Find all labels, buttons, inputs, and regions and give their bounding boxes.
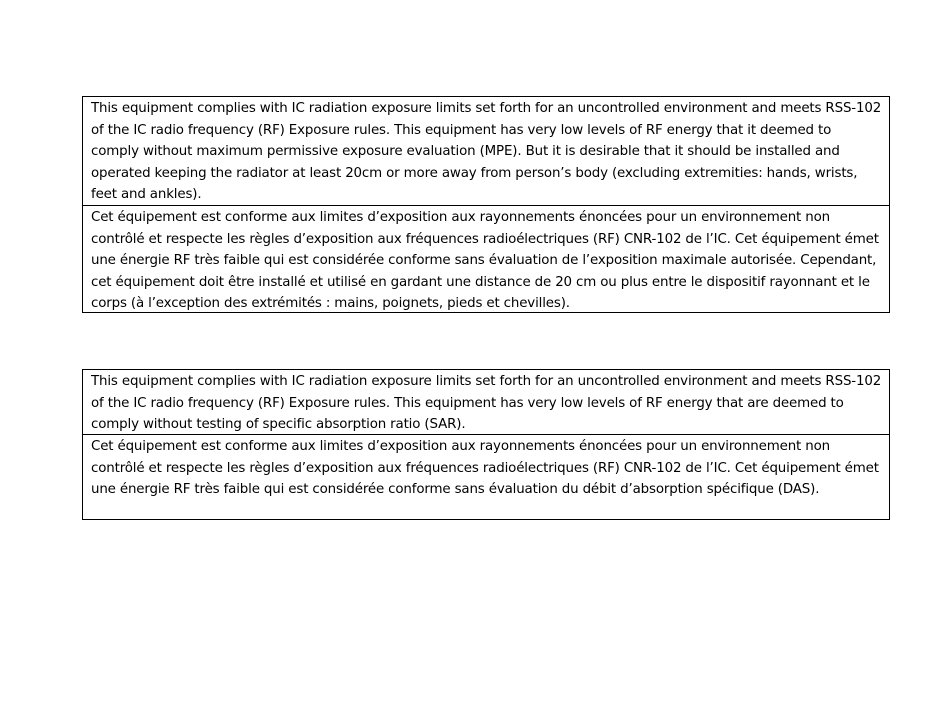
sar-statement-french: Cet équipement est conforme aux limites d’exposition aux rayonnements énoncées pour un environnement non contrôlé et respecte les règles d’exposition aux fréquences radioélectriques (RF) CNR-102 de l’IC. Cet équipement émet une énergie RF très faible qui est considérée conforme sans évaluation du débit d’absorption spécifique (DAS). (83, 434, 889, 519)
mpe-statement-english: This equipment complies with IC radiation exposure limits set forth for an uncontrolled environment and meets RSS-102 of the IC radio frequency (RF) Exposure rules. This equipment has very low levels of RF energy that it deemed to comply without maximum permissive exposure evaluation (MPE). But it is desirable that it should be installed and operated keeping the radiator at least 20cm or more away from person’s body (excluding extremities: hands, wrists, feet and ankles). (91, 101, 882, 202)
sar-statement-english: This equipment complies with IC radiation exposure limits set forth for an uncontrolled environment and meets RSS-102 of the IC radio frequency (RF) Exposure rules. This equipment has very low levels of RF energy that are deemed to comply without testing of specific absorption ratio (SAR). (91, 374, 882, 432)
sar-exposure-statement-table (82, 369, 890, 520)
mpe-exposure-statement-table (82, 96, 890, 313)
mpe-statement-french: Cet équipement est conforme aux limites d’exposition aux rayonnements énoncées pour un environnement non contrôlé et respecte les règles d’exposition aux fréquences radioélectriques (RF) CNR-102 de l’IC. Cet équipement émet une énergie RF très faible qui est considérée conforme sans évaluation de l’exposition maximale autorisée. Cependant, cet équipement doit être installé et utilisé en gardant une distance de 20 cm ou plus entre le dispositif rayonnant et le corps (à l’exception des extrémités : mains, poignets, pieds et chevilles). (83, 205, 889, 312)
